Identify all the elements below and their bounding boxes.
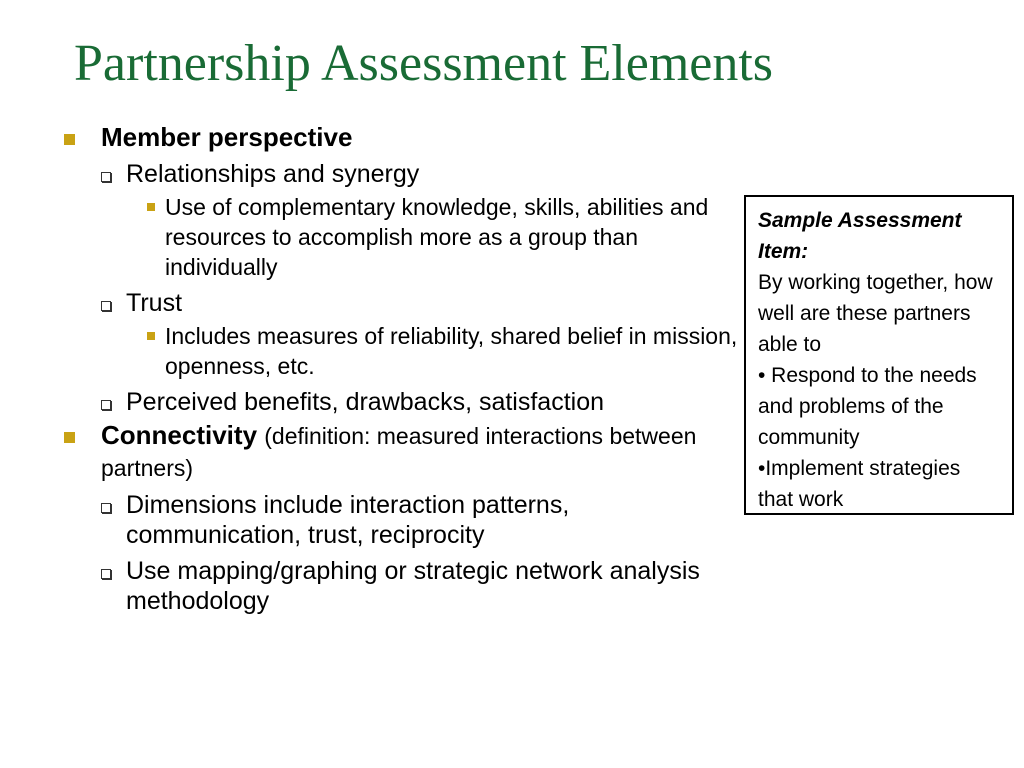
bullet-list — [60, 122, 740, 616]
detail-bullet-complementary — [60, 192, 740, 282]
sample-box-heading: Sample Assessment Item: — [758, 209, 962, 263]
bullet-member-perspective — [60, 122, 740, 153]
hollow-square-bullet-icon — [101, 172, 111, 182]
slide-title: Partnership Assessment Elements — [74, 35, 774, 92]
small-square-bullet-icon — [147, 203, 155, 211]
hollow-square-bullet-icon — [101, 301, 111, 311]
bullet-definition-note: (definition: measured interactions between partners) — [101, 423, 697, 481]
hollow-square-bullet-icon — [101, 569, 111, 579]
hollow-square-bullet-icon — [101, 400, 111, 410]
detail-text: Includes measures of reliability, shared belief in mission, openness, etc. — [165, 323, 738, 379]
bullet-heading: Member perspective — [101, 122, 353, 152]
sub-bullet-label: Perceived benefits, drawbacks, satisfaction — [126, 388, 605, 416]
sub-bullet-trust — [60, 288, 740, 318]
detail-text: Use of complementary knowledge, skills, abilities and resources to accomplish more as a group than individually — [165, 194, 709, 280]
square-bullet-icon — [64, 134, 75, 145]
sub-bullet-label: Use mapping/graphing or strategic network analysis methodology — [126, 557, 700, 615]
sample-box-point: •Implement strategies that work — [758, 457, 961, 511]
bullet-connectivity — [60, 420, 740, 484]
sample-assessment-box — [744, 195, 1014, 515]
sub-bullet-label: Relationships and synergy — [126, 160, 420, 188]
hollow-square-bullet-icon — [101, 503, 111, 513]
sample-box-question: By working together, how well are these partners able to — [758, 271, 993, 356]
sub-bullet-methodology — [60, 556, 740, 616]
bullet-heading: Connectivity — [101, 420, 258, 450]
square-bullet-icon — [64, 432, 75, 443]
sample-box-point: • Respond to the needs and problems of the community — [758, 364, 977, 449]
small-square-bullet-icon — [147, 332, 155, 340]
sub-bullet-perceived-benefits — [60, 387, 740, 417]
detail-bullet-reliability — [60, 321, 740, 381]
sub-bullet-dimensions — [60, 490, 740, 550]
sub-bullet-label: Trust — [126, 289, 183, 317]
sub-bullet-label: Dimensions include interaction patterns, communication, trust, reciprocity — [126, 491, 570, 549]
sub-bullet-relationships — [60, 159, 740, 189]
